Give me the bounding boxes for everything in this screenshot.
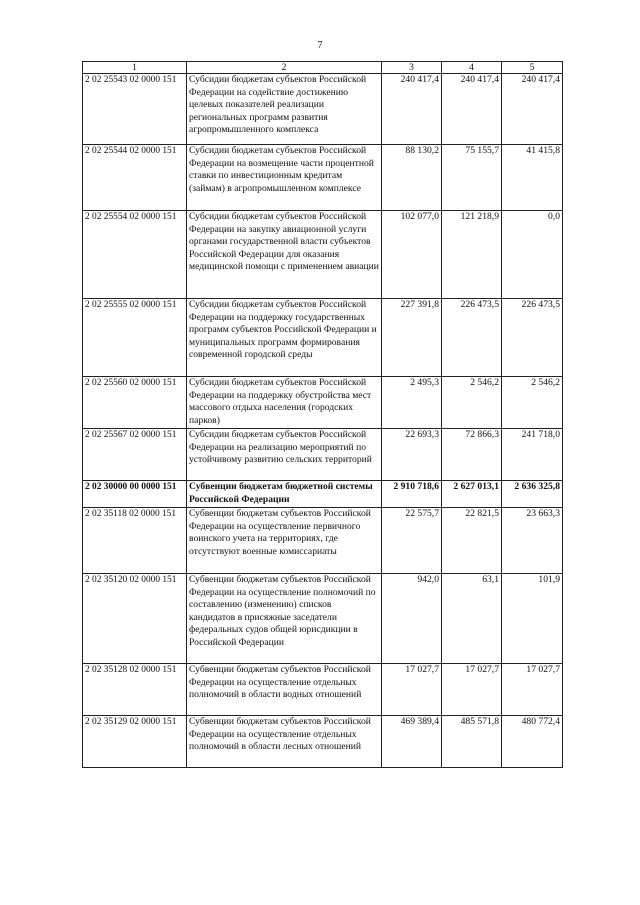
amount-col3: 2 495,3 (382, 377, 442, 429)
page-number: 7 (317, 40, 323, 51)
budget-code: 2 02 25560 02 0000 151 (83, 377, 187, 429)
table-row-total (83, 481, 563, 508)
row-description: Субвенции бюджетам субъектов Российской Федерации на осуществление полномочий по составлению (изменению) списков кандидатов в присяжные заседатели федеральных судов общей юрисдикции в Российской Федерации (187, 574, 382, 664)
budget-code: 2 02 25543 02 0000 151 (83, 74, 187, 145)
row-description: Субсидии бюджетам субъектов Российской Федерации на содействие достижению целевых показателей реализации региональных программ развития агропромышленного комплекса (187, 74, 382, 145)
table-row (83, 377, 563, 429)
table-row (83, 429, 563, 481)
amount-col3: 102 077,0 (382, 211, 442, 299)
table-row (83, 145, 563, 211)
row-description: Субсидии бюджетам субъектов Российской Федерации на поддержку государственных программ субъектов Российской Федерации и муниципальных программ формирования современной городской среды (187, 299, 382, 377)
amount-col5: 41 415,8 (502, 145, 563, 211)
row-description: Субвенции бюджетам субъектов Российской Федерации на осуществление отдельных полномочий в области водных отношений (187, 664, 382, 716)
amount-col4: 63,1 (442, 574, 502, 664)
column-header-4: 4 (442, 62, 502, 74)
row-description: Субвенции бюджетам субъектов Российской Федерации на осуществление отдельных полномочий в области лесных отношений (187, 716, 382, 768)
budget-code: 2 02 25554 02 0000 151 (83, 211, 187, 299)
amount-col5: 0,0 (502, 211, 563, 299)
amount-col5: 240 417,4 (502, 74, 563, 145)
column-header-2: 2 (187, 62, 382, 74)
column-header-1: 1 (83, 62, 187, 74)
amount-col5: 23 663,3 (502, 508, 563, 574)
row-description: Субсидии бюджетам субъектов Российской Федерации на поддержку обустройства мест массового отдыха населения (городских парков) (187, 377, 382, 429)
column-header-3: 3 (382, 62, 442, 74)
budget-code: 2 02 35120 02 0000 151 (83, 574, 187, 664)
budget-code: 2 02 35118 02 0000 151 (83, 508, 187, 574)
amount-col5: 480 772,4 (502, 716, 563, 768)
amount-col4: 75 155,7 (442, 145, 502, 211)
budget-code: 2 02 25555 02 0000 151 (83, 299, 187, 377)
table-row (83, 508, 563, 574)
amount-col4: 2 546,2 (442, 377, 502, 429)
amount-col4: 22 821,5 (442, 508, 502, 574)
table-row (83, 574, 563, 664)
amount-col5: 226 473,5 (502, 299, 563, 377)
amount-col3: 2 910 718,6 (382, 481, 442, 508)
amount-col4: 72 866,3 (442, 429, 502, 481)
row-description: Субвенции бюджетам субъектов Российской Федерации на осуществление первичного воинского учета на территориях, где отсутствуют военные комиссариаты (187, 508, 382, 574)
amount-col3: 942,0 (382, 574, 442, 664)
amount-col5: 2 546,2 (502, 377, 563, 429)
budget-table (82, 61, 563, 768)
table-row (83, 211, 563, 299)
amount-col3: 17 027,7 (382, 664, 442, 716)
budget-code: 2 02 25544 02 0000 151 (83, 145, 187, 211)
table-row (83, 74, 563, 145)
budget-code: 2 02 35128 02 0000 151 (83, 664, 187, 716)
row-description: Субсидии бюджетам субъектов Российской Федерации на реализацию мероприятий по устойчивому развитию сельских территорий (187, 429, 382, 481)
table-row (83, 299, 563, 377)
table-row (83, 664, 563, 716)
amount-col4: 2 627 013,1 (442, 481, 502, 508)
amount-col3: 88 130,2 (382, 145, 442, 211)
amount-col4: 240 417,4 (442, 74, 502, 145)
amount-col4: 121 218,9 (442, 211, 502, 299)
amount-col3: 469 389,4 (382, 716, 442, 768)
amount-col3: 240 417,4 (382, 74, 442, 145)
amount-col4: 17 027,7 (442, 664, 502, 716)
amount-col5: 17 027,7 (502, 664, 563, 716)
budget-code: 2 02 35129 02 0000 151 (83, 716, 187, 768)
amount-col4: 485 571,8 (442, 716, 502, 768)
row-description: Субсидии бюджетам субъектов Российской Федерации на возмещение части процентной ставки по инвестиционным кредитам (займам) в агропромышленном комплексе (187, 145, 382, 211)
amount-col5: 2 636 325,8 (502, 481, 563, 508)
amount-col3: 22 575,7 (382, 508, 442, 574)
amount-col3: 22 693,3 (382, 429, 442, 481)
budget-code: 2 02 30000 00 0000 151 (83, 481, 187, 508)
amount-col5: 101,9 (502, 574, 563, 664)
amount-col4: 226 473,5 (442, 299, 502, 377)
column-header-5: 5 (502, 62, 563, 74)
amount-col5: 241 718,0 (502, 429, 563, 481)
table-row (83, 716, 563, 768)
row-description: Субсидии бюджетам субъектов Российской Федерации на закупку авиационной услуги органами государственной власти субъектов Российской Федерации для оказания медицинской помощи с применением авиации (187, 211, 382, 299)
amount-col3: 227 391,8 (382, 299, 442, 377)
row-description: Субвенции бюджетам бюджетной системы Российской Федерации (187, 481, 382, 508)
budget-code: 2 02 25567 02 0000 151 (83, 429, 187, 481)
table-header-row (83, 62, 563, 74)
